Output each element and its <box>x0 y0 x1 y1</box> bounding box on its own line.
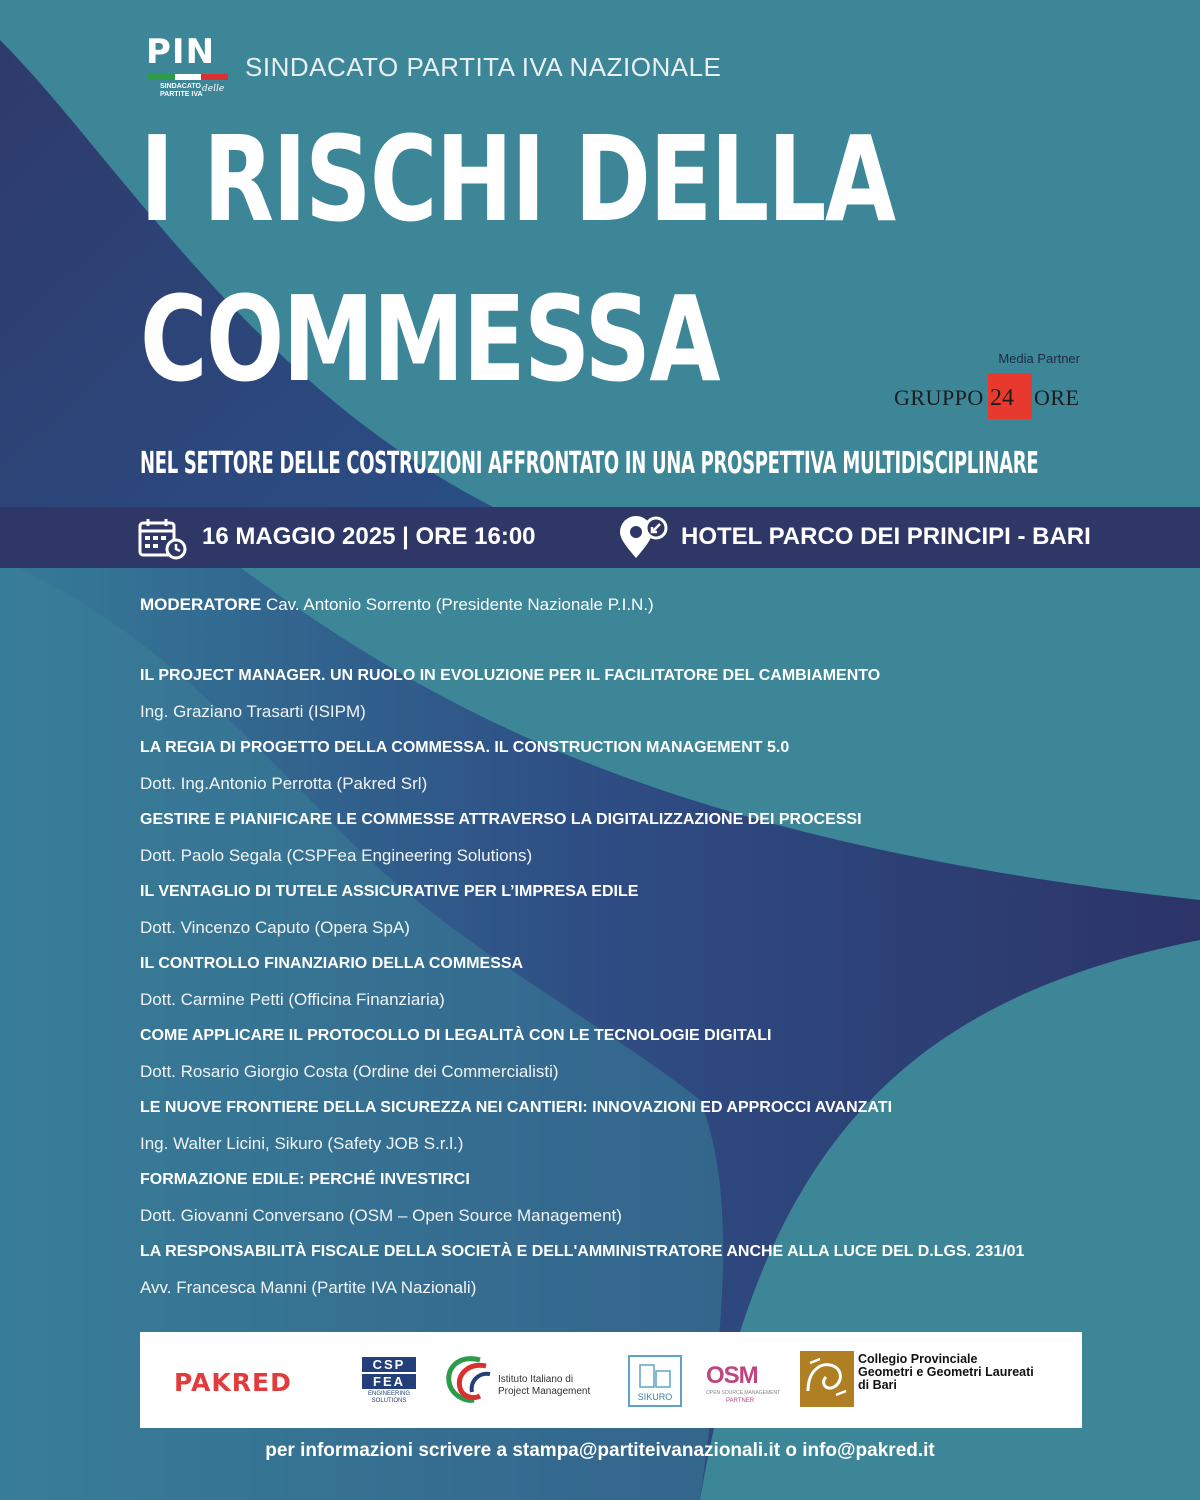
program-item <box>140 880 1100 952</box>
osm-partner: PARTNER <box>726 1398 755 1404</box>
moderator-label: MODERATORE <box>140 595 262 614</box>
isipm-line-1: Istituto Italiano di <box>498 1374 574 1385</box>
moderator-line <box>140 595 654 615</box>
event-location: HOTEL PARCO DEI PRINCIPI - BARI <box>681 523 1091 550</box>
cspfea-row-1: CSP <box>362 1357 416 1372</box>
cspfea-small-1: ENGINEERING <box>367 1391 410 1397</box>
pin-logo-text: PIN <box>146 32 216 72</box>
program-item <box>140 1168 1100 1240</box>
location-pin-icon <box>618 516 668 560</box>
talk-speaker: Avv. Francesca Manni (Partite IVA Nazionali) <box>140 1278 477 1297</box>
media-partner-label: Media Partner <box>998 351 1080 366</box>
talk-title: FORMAZIONE EDILE: PERCHÉ INVESTIRCI <box>140 1171 470 1188</box>
talk-speaker: Dott. Giovanni Conversano (OSM – Open Source Management) <box>140 1206 622 1225</box>
program-item <box>140 1024 1100 1096</box>
talk-title: GESTIRE E PIANIFICARE LE COMMESSE ATTRAVERSO LA DIGITALIZZAZIONE DEI PROCESSI <box>140 811 862 828</box>
collegio-line-2: Geometri e Geometri Laureati <box>858 1365 1034 1379</box>
pakred-logo: PAKRED <box>174 1368 292 1397</box>
pin-logo-sub-1: SINDACATO <box>160 83 201 90</box>
pin-logo <box>146 34 230 100</box>
isipm-line-2: Project Management <box>498 1386 591 1397</box>
talk-speaker: Ing. Walter Licini, Sikuro (Safety JOB S.r.l.) <box>140 1134 464 1153</box>
program-item <box>140 1240 1100 1312</box>
program-item <box>140 736 1100 808</box>
pin-logo-script: delle <box>202 84 225 94</box>
talk-title: LA RESPONSABILITÀ FISCALE DELLA SOCIETÀ E DELL'AMMINISTRATORE ANCHE ALLA LUCE DEL D.LGS. 231/01 <box>140 1243 1025 1260</box>
talk-speaker: Ing. Graziano Trasarti (ISIPM) <box>140 702 366 721</box>
sikuro-text: SIKURO <box>637 1392 673 1402</box>
talk-title: IL PROJECT MANAGER. UN RUOLO IN EVOLUZIONE PER IL FACILITATORE DEL CAMBIAMENTO <box>140 667 881 684</box>
program-item <box>140 952 1100 1024</box>
isipm-logo <box>440 1352 610 1410</box>
talk-speaker: Dott. Rosario Giorgio Costa (Ordine dei Commercialisti) <box>140 1062 559 1081</box>
event-date: 16 MAGGIO 2025 | ORE 16:00 <box>202 523 536 550</box>
talk-title: IL VENTAGLIO DI TUTELE ASSICURATIVE PER L’IMPRESA EDILE <box>140 883 639 900</box>
program-item <box>140 664 1100 736</box>
title-line-2: COMMESSA <box>140 270 720 408</box>
collegio-emblem-icon <box>800 1351 854 1407</box>
collegio-emblem <box>800 1351 854 1407</box>
media-logo-left: GRUPPO <box>894 385 984 410</box>
isipm-swoosh-icon <box>440 1352 496 1410</box>
osm-subtext: OPEN SOURCE MANAGEMENT <box>706 1390 781 1396</box>
program-list <box>140 664 1100 1312</box>
talk-speaker: Dott. Vincenzo Caputo (Opera SpA) <box>140 918 410 937</box>
program-item <box>140 1096 1100 1168</box>
osm-text: OSM <box>706 1362 758 1389</box>
pin-logo-sub-2: PARTITE IVA <box>160 91 203 98</box>
collegio-line-3: di Bari <box>858 1378 897 1392</box>
cspfea-small-2: SOLUTIONS <box>371 1398 407 1404</box>
calendar-clock-icon <box>138 518 188 560</box>
cspfea-logo <box>362 1357 416 1405</box>
organization-name: SINDACATO PARTITA IVA NAZIONALE <box>245 52 722 82</box>
collegio-text <box>858 1353 1034 1392</box>
italian-flag-stripe <box>148 74 228 80</box>
sponsor-logos-panel <box>140 1332 1082 1428</box>
talk-title: LA REGIA DI PROGETTO DELLA COMMESSA. IL CONSTRUCTION MANAGEMENT 5.0 <box>140 739 790 756</box>
subtitle: NEL SETTORE DELLE COSTRUZIONI AFFRONTATO IN UNA PROSPETTIVA MULTIDISCIPLINARE <box>140 446 1039 481</box>
talk-title: LE NUOVE FRONTIERE DELLA SICUREZZA NEI CANTIERI: INNOVAZIONI ED APPROCCI AVANZATI <box>140 1099 893 1116</box>
cspfea-row-2: FEA <box>362 1374 416 1389</box>
talk-title: COME APPLICARE IL PROTOCOLLO DI LEGALITÀ CON LE TECNOLOGIE DIGITALI <box>140 1027 772 1044</box>
talk-speaker: Dott. Paolo Segala (CSPFea Engineering Solutions) <box>140 846 533 865</box>
gruppo-24-ore-logo <box>894 373 1084 419</box>
building-icon <box>630 1361 680 1391</box>
collegio-line-1: Collegio Provinciale <box>858 1352 978 1366</box>
media-logo-number: 24 <box>990 385 1014 411</box>
talk-speaker: Dott. Carmine Petti (Officina Finanziaria) <box>140 990 445 1009</box>
title-line-1: I RISCHI DELLA <box>140 110 895 248</box>
sikuro-logo <box>628 1355 682 1407</box>
media-logo-right: ORE <box>1034 385 1080 410</box>
contact-footer: per informazioni scrivere a stampa@partiteivanazionali.it o info@pakred.it <box>265 1440 935 1461</box>
talk-title: IL CONTROLLO FINANZIARIO DELLA COMMESSA <box>140 955 524 972</box>
talk-speaker: Dott. Ing.Antonio Perrotta (Pakred Srl) <box>140 774 428 793</box>
moderator-name: Cav. Antonio Sorrento (Presidente Nazionale P.I.N.) <box>265 595 654 614</box>
program-item <box>140 808 1100 880</box>
osm-logo <box>706 1360 781 1408</box>
